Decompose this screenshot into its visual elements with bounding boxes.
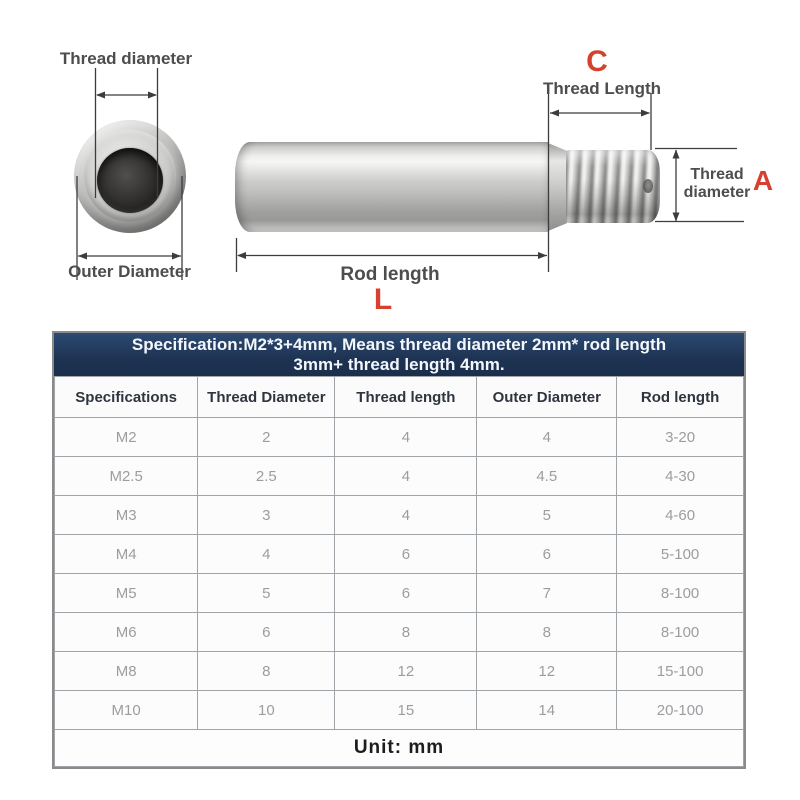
spec-cell: M3 [55,496,198,535]
table-row [55,691,744,730]
spec-cell: M6 [55,613,198,652]
spec-cell: M10 [55,691,198,730]
value-cell: 2 [198,418,335,457]
thread-diameter-top-dimension [96,68,158,198]
value-cell: 20-100 [617,691,744,730]
column-header-thread-length: Thread length [335,377,477,418]
value-cell: 14 [477,691,617,730]
thread-diameter-side-label-line2: diameter [683,183,751,201]
spec-cell: M2.5 [55,457,198,496]
column-header-thread-diameter: Thread Diameter [198,377,335,418]
value-cell: 6 [198,613,335,652]
column-header-rod-length: Rod length [617,377,744,418]
thread-diameter-top-label: Thread diameter [59,49,193,68]
table-footer-row [55,730,744,767]
thread-length-label: Thread Length [542,79,662,98]
value-cell: 8 [477,613,617,652]
value-cell: 4-30 [617,457,744,496]
value-cell: 5 [198,574,335,613]
table-row [55,652,744,691]
a-dimension-letter: A [752,165,774,196]
outer-diameter-label: Outer Diameter [68,262,191,281]
table-row [55,496,744,535]
diagram-section [0,0,800,332]
value-cell: 8-100 [617,613,744,652]
value-cell: 10 [198,691,335,730]
value-cell: 2.5 [198,457,335,496]
value-cell: 6 [477,535,617,574]
table-row [55,574,744,613]
value-cell: 4 [335,418,477,457]
spec-table-title [54,333,744,376]
unit-label: Unit: mm [55,730,744,767]
value-cell: 4 [335,496,477,535]
spec-title-line2: 3mm+ thread length 4mm. [293,355,505,374]
value-cell: 12 [477,652,617,691]
value-cell: 5-100 [617,535,744,574]
spec-cell: M5 [55,574,198,613]
table-row [55,613,744,652]
spec-cell: M2 [55,418,198,457]
table-row [55,535,744,574]
c-dimension-letter: C [586,45,608,78]
value-cell: 12 [335,652,477,691]
value-cell: 7 [477,574,617,613]
value-cell: 4 [477,418,617,457]
column-header-outer-diameter: Outer Diameter [477,377,617,418]
value-cell: 4.5 [477,457,617,496]
spec-table [54,376,744,767]
spec-title-line1: Specification:M2*3+4mm, Means thread diameter 2mm* rod length [131,335,667,354]
value-cell: 4-60 [617,496,744,535]
spec-table-section [52,331,746,769]
value-cell: 4 [198,535,335,574]
column-header-specifications: Specifications [55,377,198,418]
value-cell: 8-100 [617,574,744,613]
value-cell: 8 [198,652,335,691]
l-dimension-letter: L [373,283,393,316]
value-cell: 8 [335,613,477,652]
value-cell: 15 [335,691,477,730]
table-header-row [55,377,744,418]
value-cell: 15-100 [617,652,744,691]
table-row [55,418,744,457]
table-row [55,457,744,496]
value-cell: 3-20 [617,418,744,457]
value-cell: 4 [335,457,477,496]
value-cell: 6 [335,574,477,613]
value-cell: 3 [198,496,335,535]
spec-cell: M8 [55,652,198,691]
thread-length-dimension [549,93,652,272]
thread-diameter-side-label-line1: Thread [690,166,744,183]
value-cell: 6 [335,535,477,574]
thread-diameter-side-label [682,166,752,201]
rod-length-label: Rod length [340,264,440,285]
spec-cell: M4 [55,535,198,574]
value-cell: 5 [477,496,617,535]
